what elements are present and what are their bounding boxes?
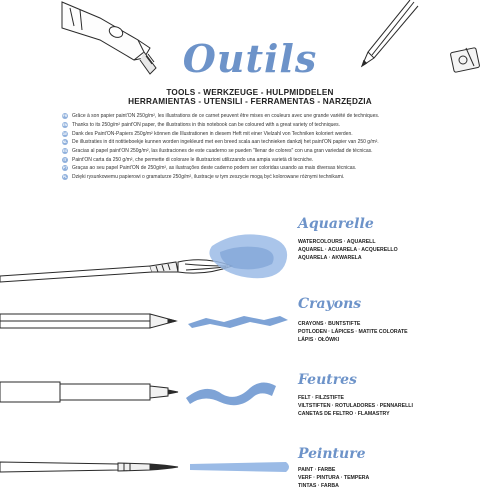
language-text: De illustraties in dit notitieboekje kunnen worden ingekleurd met een breed scala aan technieken dankzij het paint'ON papier van 250 g/m². [72,139,379,146]
language-text: Dank des Paint'ON-Papiers 250g/m² können die Illustrationen in diesem Heft mit einer Vielzahl von Techniken koloriert werden. [72,130,353,137]
flag-icon: IT [63,157,67,162]
section-title-crayons: Crayons [298,296,362,312]
language-text: Paint'ON carta da 250 g/m², che permette di colorare le illustrazioni utilizzando una ampia varietà di tecniche. [72,156,314,163]
section-title-peinture: Peinture [298,446,366,462]
section-name-line: CRAYONS · BUNTSTIFTE [298,321,361,327]
flag-icon: DE [62,131,68,136]
flag-icon: ES [62,149,68,154]
section-name-line: FELT · FILZSTIFTE [298,395,345,401]
section-names-crayons [298,320,478,344]
flag-icon: PT [62,166,68,171]
language-row-es [62,147,442,156]
paint-brush-illustration [0,452,300,482]
section-title-aquarelle: Aquarelle [298,216,374,232]
language-text: Thanks to its 250g/m² paint'ON paper, the illustrations in this notebook can be coloured with a great variety of techniques. [72,122,341,129]
colored-pencil-illustration [0,300,300,340]
language-row-de [62,129,442,138]
flag-icon: EN [62,123,68,128]
language-row-fr [62,112,442,121]
section-name-line: VERF · PINTURA · TEMPERA [298,475,370,481]
language-text: Dzięki rysunkowemu papierowi o gramaturze 250g/m², ilustracje w tym zeszycie mogą być kolorowane różnymi technikami. [72,174,345,181]
section-name-line: WATERCOLOURS · AQUARELL [298,239,376,245]
section-name-line: PAINT · FARBE [298,467,336,473]
flag-icon: PL [62,175,68,180]
watercolor-brush-illustration [0,222,300,292]
flag-icon: FR [62,114,68,119]
flag-icon: NL [62,140,68,145]
section-name-line: AQUARELA · AKWARELA [298,255,362,261]
subtitle-line-2: HERRAMIENTAS - UTENSILI - FERRAMENTAS - NARZĘDZIA [128,97,372,106]
section-name-line: LÁPIS · OŁÓWKI [298,337,340,343]
language-row-nl [62,138,442,147]
section-name-line: TINTAS · FARBA [298,483,339,489]
language-text: Grâce à son papier paint'ON 250g/m², les illustrations de ce carnet peuvent être mises en couleurs avec une grande variété de techniques. [72,113,380,120]
section-name-line: AQUAREL · ACUARELA · ACQUERELLO [298,247,398,253]
language-row-en [62,121,442,130]
language-text: Gracias al papel paint'ON 250g/m², las ilustraciones de este cuaderno se pueden "llenar de colores" con una gran variedad de técnicas. [72,148,373,155]
section-name-line: VILTSTIFTEN · ROTULADORES · PENNARELLI [298,403,413,409]
section-name-line: POTLODEN · LÁPICES · MATITE COLORATE [298,329,408,335]
subtitle-line-1: TOOLS - WERKZEUGE - HULPMIDDELEN [166,88,334,97]
section-names-feutres [298,394,478,418]
section-names-aquarelle [298,238,478,262]
language-row-it [62,155,442,164]
section-name-line: CANETAS DE FELTRO · FLAMASTRY [298,411,390,417]
language-text: Graças ao seu papel Paint'ON de 250g/m², as ilustrações deste caderno podem ser coloridas usando as mais diversas técnicas. [72,165,357,172]
language-description-list [62,112,442,182]
section-title-feutres: Feutres [298,372,357,388]
page-title: Outils [182,36,318,81]
felt-pen-illustration [0,368,300,418]
section-names-peinture [298,466,478,490]
language-row-pt [62,164,442,173]
language-row-pl [62,173,442,182]
